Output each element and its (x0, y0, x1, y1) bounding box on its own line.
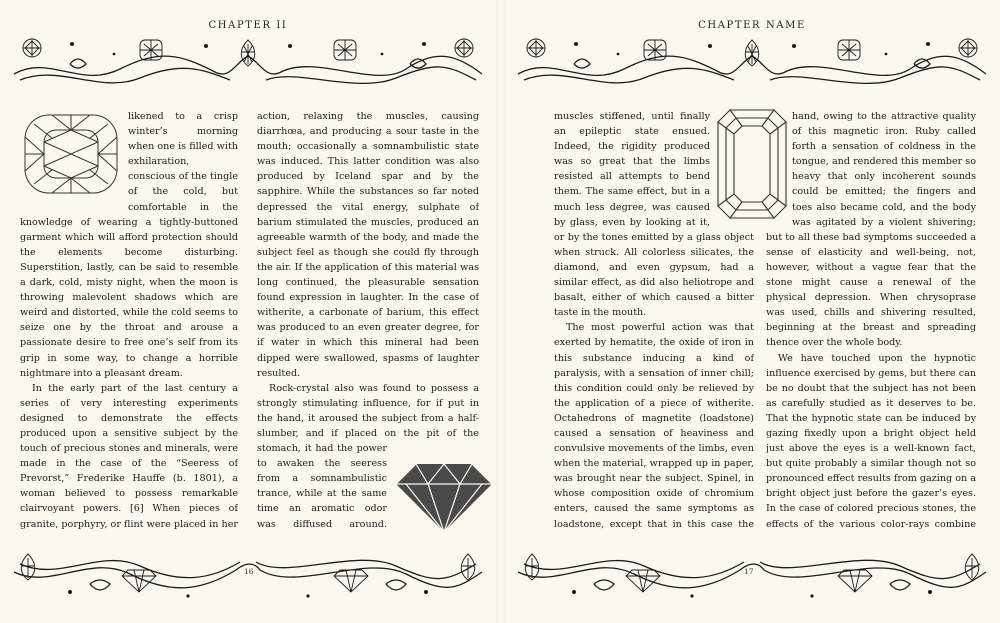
paragraph: likened to a crisp winter’s morning when one is filled with exhilaration, conscious of the tingle of the cold, but comfortable in the knowledge of wearing a tightly-buttoned garment which will afford protection should the elements become disturbing. Superstition, lastly, can be said to resemble a dark, cold, misty night, when the moon is throwing malevolent shadows which are weird and distorted, while the cold seems to seize one by the throat and arouse a passionate desire to free one’s self from its grip in some way, to change a horrible nightmare into a pleasant dream. (20, 111, 238, 379)
paragraph: In the early part of the last century a series of very interesting experiments designed to demonstrate the effects produced upon a sensitive subject by the touch of precious stones and minerals, were made in the case of the “Seeress of Prevorst,” Frederike Hauffe (b. 1801), a woman believed to possess remarkable clairvoyant powers. [6] When pieces of granite, porphyry, or flint were placed in her (20, 382, 238, 530)
right-running-header: CHAPTER NAME (698, 20, 806, 31)
left-page (0, 0, 496, 623)
paragraph: Rock-crystal also was found to possess a strongly stimulating influence, for if put in the hand, it aroused the subject from a half-slumber, and if placed on the pit of the stomach, it had the power to awaken the seeress from a somnambulistic trance, while at the same time an aromatic odor was diffused around. (257, 382, 479, 530)
right-page-column-2 (766, 109, 976, 534)
page-number: 16 (244, 567, 254, 576)
top-scroll-ornament-icon (514, 34, 990, 94)
paragraph: hand, owing to the attractive quality of this magnetic iron. Ruby called forth a sensation of coldness in the tongue, and rendered this member so heavy that only incoherent sounds could be emitted; the fingers and toes also became cold, and the body was agitated by a violent shivering; but to all these bad symptoms succeeded a sense of elasticity and well-being, not, however, without a vague fear that the stone might cause a renewal of the physical depression. When chrysoprase was used, chills and shivering resulted, beginning at the breast and spreading thence over the whole body. (766, 111, 976, 349)
left-running-header: CHAPTER II (208, 20, 288, 31)
top-scroll-ornament-icon (10, 34, 486, 94)
paragraph: The most powerful action was that exerted by hematite, the oxide of iron in this substance inducing a kind of paralysis, with a sensation of inner chill; this condition could only be relieved by the application of a piece of witherite. Octahedrons of magnetite (loadstone) caused a sensation of heaviness and convulsive movements of the limbs, even when the material, wrapped up in paper, was brought near the subject. Spinel, in whose composition oxide of chromium enters, caused the same symptoms as loadstone, except that in this case the (554, 322, 754, 530)
paragraph: We have touched upon the hypnotic influence exercised by gems, but there can be no doubt that the subject has not been as carefully studied as it deserves to be. That the hypnotic state can be induced by gazing fixedly upon a bright object held just above the eyes is a well-known fact, but quite probably a similar though not so pronounced effect results from gazing on a bright object just before the gazer’s eyes. In the case of colored precious stones, the effects of the various color-rays combine (766, 352, 976, 530)
brilliant-cut-diamond-icon (394, 460, 494, 534)
paragraph: muscles stiffened, until finally an epileptic state ensued. Indeed, the rigidity produced was so great that the limbs resisted all attempts to bend them. The same effect, but in a much less degree, was caused by glass, even by looking at it, or by the tones emitted by a glass object when struck. All colorless silicates, the diamond, and even gypsum, had a similar effect, as did also heliotrope and basalt, either of which caused a bitter taste in the mouth. (554, 111, 754, 319)
right-page (504, 0, 1000, 623)
paragraph: action, relaxing the muscles, causing diarrhœa, and producing a sour taste in the mouth; occasionally a somnambulistic state was induced. This latter condition was also produced by Iceland spar and by the sapphire. While the substances so far noted depressed the vital energy, sulphate of barium stimulated the muscles, produced an agreeable warmth of the body, and made the subject feel as though she could fly through the air. If the application of this material was long continued, the pleasurable sensation found expression in laughter. In the case of witherite, a carbonate of barium, this effect was produced to an even greater degree, for if water in which this mineral had been dipped were swallowed, spasms of laughter resulted. (257, 111, 479, 379)
brilliant-diamond-illustration (394, 460, 494, 534)
left-page-column-1 (20, 109, 238, 534)
page-number: 17 (744, 567, 754, 576)
